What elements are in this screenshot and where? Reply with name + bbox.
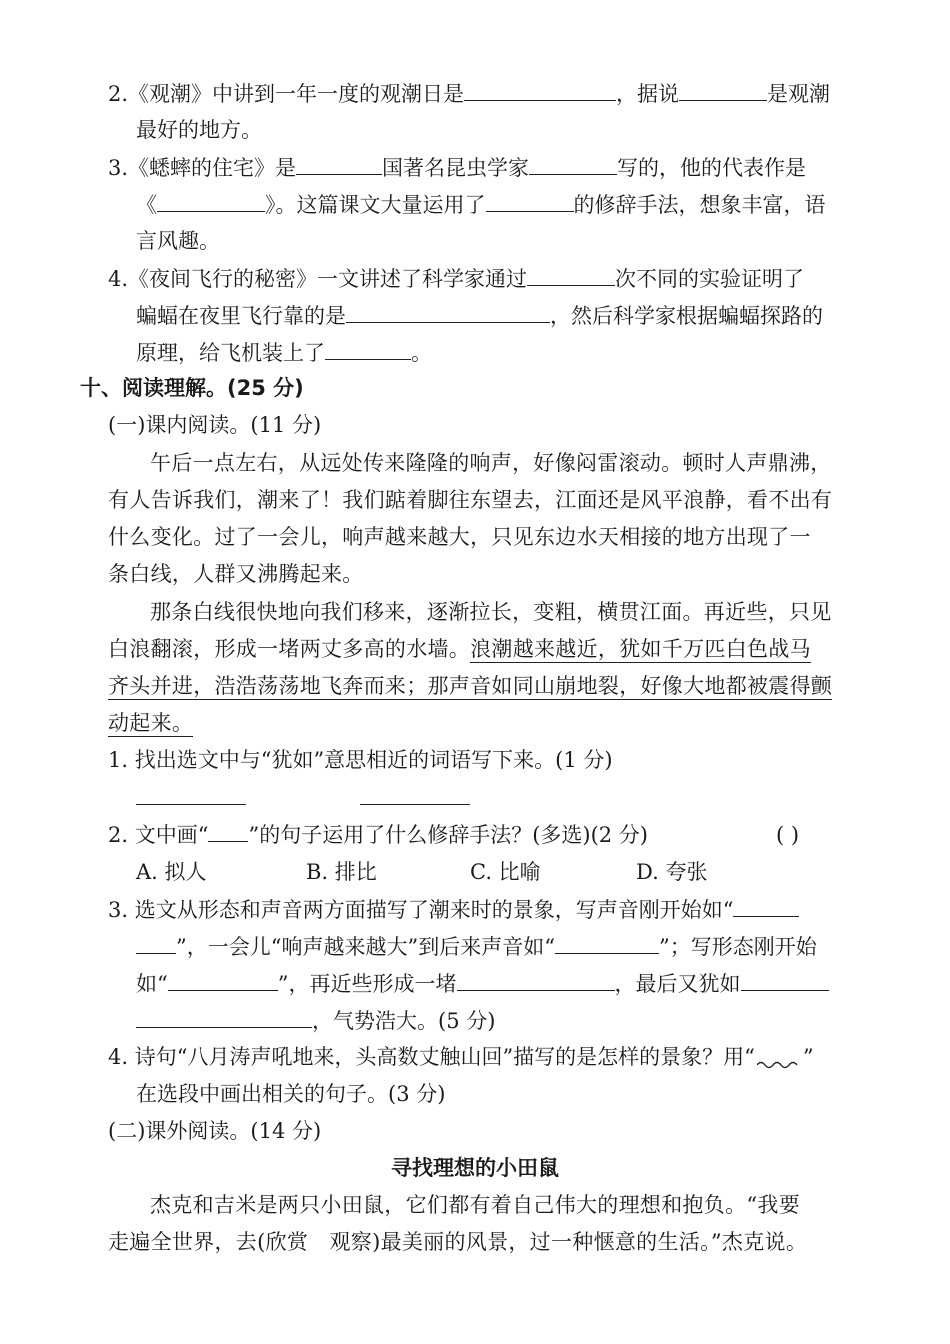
q4-text-c: 蝙蝠在夜里飞行靠的是: [136, 304, 346, 328]
q2-text-b: ，据说: [616, 82, 680, 106]
part1-title: (一)课内阅读。(11 分): [108, 413, 322, 437]
rq3-text-d: 如“: [136, 972, 168, 996]
q2-line-1: [108, 78, 830, 109]
passage1-line-4: 条白线，人群又沸腾起来。: [108, 562, 364, 586]
rq2-text-b: ”的句子运用了什么修辞手法？(多选)(2 分): [248, 823, 648, 847]
q3-blank-author[interactable]: [529, 152, 617, 175]
q3-blank-country[interactable]: [296, 152, 382, 175]
story-line-2: 走遍全世界，去(欣赏 观察)最美丽的风景，过一种惬意的生活。”杰克说。: [108, 1230, 808, 1254]
rq1-answer-blank-1[interactable]: [136, 802, 246, 805]
q4-text-a: 4.《夜间飞行的秘密》一文讲述了科学家通过: [108, 267, 528, 291]
rq2-option-c[interactable]: C. 比喻: [470, 860, 541, 884]
rq3-blank-sound-start-cont[interactable]: [136, 931, 176, 954]
q4-line-1: [108, 263, 804, 294]
passage2-line-2: [108, 634, 811, 664]
rq3-text-b: ”，一会儿“响声越来越大”到后来声音如“: [176, 935, 555, 959]
q3-text-e: 》。这篇课文大量运用了: [265, 193, 486, 217]
passage2-line-1: 那条白线很快地向我们移来，逐渐拉长，变粗，横贯江面。再近些，只见: [150, 600, 832, 624]
q4-text-e: 原理，给飞机装上了: [136, 341, 325, 365]
q2-blank-date[interactable]: [464, 78, 616, 101]
part2-title: (二)课外阅读。(14 分): [108, 1119, 322, 1143]
q2-line-2: 最好的地方。: [136, 118, 262, 142]
q2-text-c: 是观潮: [767, 82, 831, 106]
rq1-answer-blank-2[interactable]: [360, 802, 470, 805]
rq3-text-c: ”；写形态刚开始: [658, 935, 817, 959]
rq2-underline-sample: [208, 823, 248, 842]
q3-text-c: 写的，他的代表作是: [617, 156, 807, 180]
story-title: 寻找理想的小田鼠: [391, 1156, 559, 1180]
rq1-text: 1. 找出选文中与“犹如”意思相近的词语写下来。(1 分): [108, 748, 613, 772]
q2-blank-place[interactable]: [679, 78, 767, 101]
rq2-text-a: 2. 文中画“: [108, 823, 209, 847]
wavy-underline-icon: [755, 1042, 803, 1064]
q3-blank-rhetoric[interactable]: [486, 189, 574, 212]
rq4-text-b: ”: [802, 1045, 814, 1069]
rq3-line-1: [108, 894, 799, 925]
rq2-option-d[interactable]: D. 夸张: [636, 860, 708, 884]
passage2-line-3: [108, 671, 832, 701]
q4-blank-count[interactable]: [527, 263, 615, 286]
rq3-line-3: [136, 968, 829, 999]
q4-text-f: 。: [411, 341, 432, 365]
rq4-line-1: [108, 1042, 814, 1072]
rq2-option-a[interactable]: A. 拟人: [136, 860, 207, 884]
rq4-text-a: 4. 诗句“八月涛声吼地来，头高数丈触山回”描写的是怎样的景象？用“: [108, 1045, 755, 1069]
rq3-blank-shape-wall[interactable]: [457, 968, 615, 991]
q4-line-2: [136, 300, 823, 331]
rq3-text-a: 3. 选文从形态和声音两方面描写了潮来时的景象，写声音刚开始如“: [108, 898, 734, 922]
q4-blank-method[interactable]: [346, 300, 550, 323]
q3-text-f: 的修辞手法，想象丰富，语: [573, 193, 826, 217]
q2-text-a: 2.《观潮》中讲到一年一度的观潮日是: [108, 82, 465, 106]
passage1-line-3: 什么变化。过了一会儿，响声越来越大，只见东边水天相接的地方出现了一: [108, 525, 811, 549]
rq3-blank-shape-end[interactable]: [741, 968, 829, 991]
rq3-blank-shape-start[interactable]: [168, 968, 278, 991]
q3-line-1: [108, 152, 806, 183]
q3-text-b: 国著名昆虫学家: [382, 156, 530, 180]
rq3-line-2: [136, 931, 817, 962]
passage1-line-1: 午后一点左右，从远处传来隆隆的响声，好像闷雷滚动。顿时人声鼎沸，: [150, 451, 832, 475]
rq2-option-b[interactable]: B. 排比: [306, 860, 377, 884]
rq2-text: [108, 820, 648, 850]
rq3-text-e: ”，再近些形成一堵: [277, 972, 457, 996]
passage2-line-4: [108, 708, 193, 738]
rq3-text-f: ，最后又犹如: [614, 972, 741, 996]
q4-text-d: ，然后科学家根据蝙蝠探路的: [550, 304, 823, 328]
rq4-line-2: 在选段中画出相关的句子。(3 分): [136, 1082, 446, 1106]
rq3-line-4: [136, 1005, 495, 1036]
rq3-blank-sound-start[interactable]: [733, 894, 799, 917]
q4-blank-device[interactable]: [325, 337, 411, 360]
q3-text-d: 《: [136, 193, 157, 217]
q3-line-3: 言风趣。: [136, 229, 220, 253]
underlined-sentence-part-2: 齐头并进，浩浩荡荡地飞奔而来；那声音如同山崩地裂，好像大地都被震得颤: [108, 674, 833, 698]
q4-line-3: [136, 337, 432, 368]
rq3-blank-sound-end[interactable]: [555, 931, 659, 954]
q3-text-a: 3.《蟋蟀的住宅》是: [108, 156, 297, 180]
q4-text-b: 次不同的实验证明了: [615, 267, 805, 291]
underlined-sentence-part-1: 浪潮越来越近，犹如千万匹白色战马: [470, 637, 811, 661]
rq3-text-g: ，气势浩大。(5 分): [312, 1009, 496, 1033]
story-line-1: 杰克和吉米是两只小田鼠，它们都有着自己伟大的理想和抱负。“我要: [150, 1193, 801, 1217]
q3-line-2: [136, 189, 826, 220]
q3-blank-work[interactable]: [157, 189, 265, 212]
section-10-title: 十、阅读理解。(25 分): [80, 376, 304, 400]
underlined-sentence-part-3: 动起来。: [108, 711, 194, 735]
rq3-blank-shape-end-cont[interactable]: [136, 1005, 312, 1028]
passage1-line-2: 有人告诉我们，潮来了！我们踮着脚往东望去，江面还是风平浪静，看不出有: [108, 488, 833, 512]
rq2-answer-paren[interactable]: ( ): [776, 823, 800, 847]
passage2-text-plain: 白浪翻滚，形成一堵两丈多高的水墙。: [108, 637, 471, 661]
